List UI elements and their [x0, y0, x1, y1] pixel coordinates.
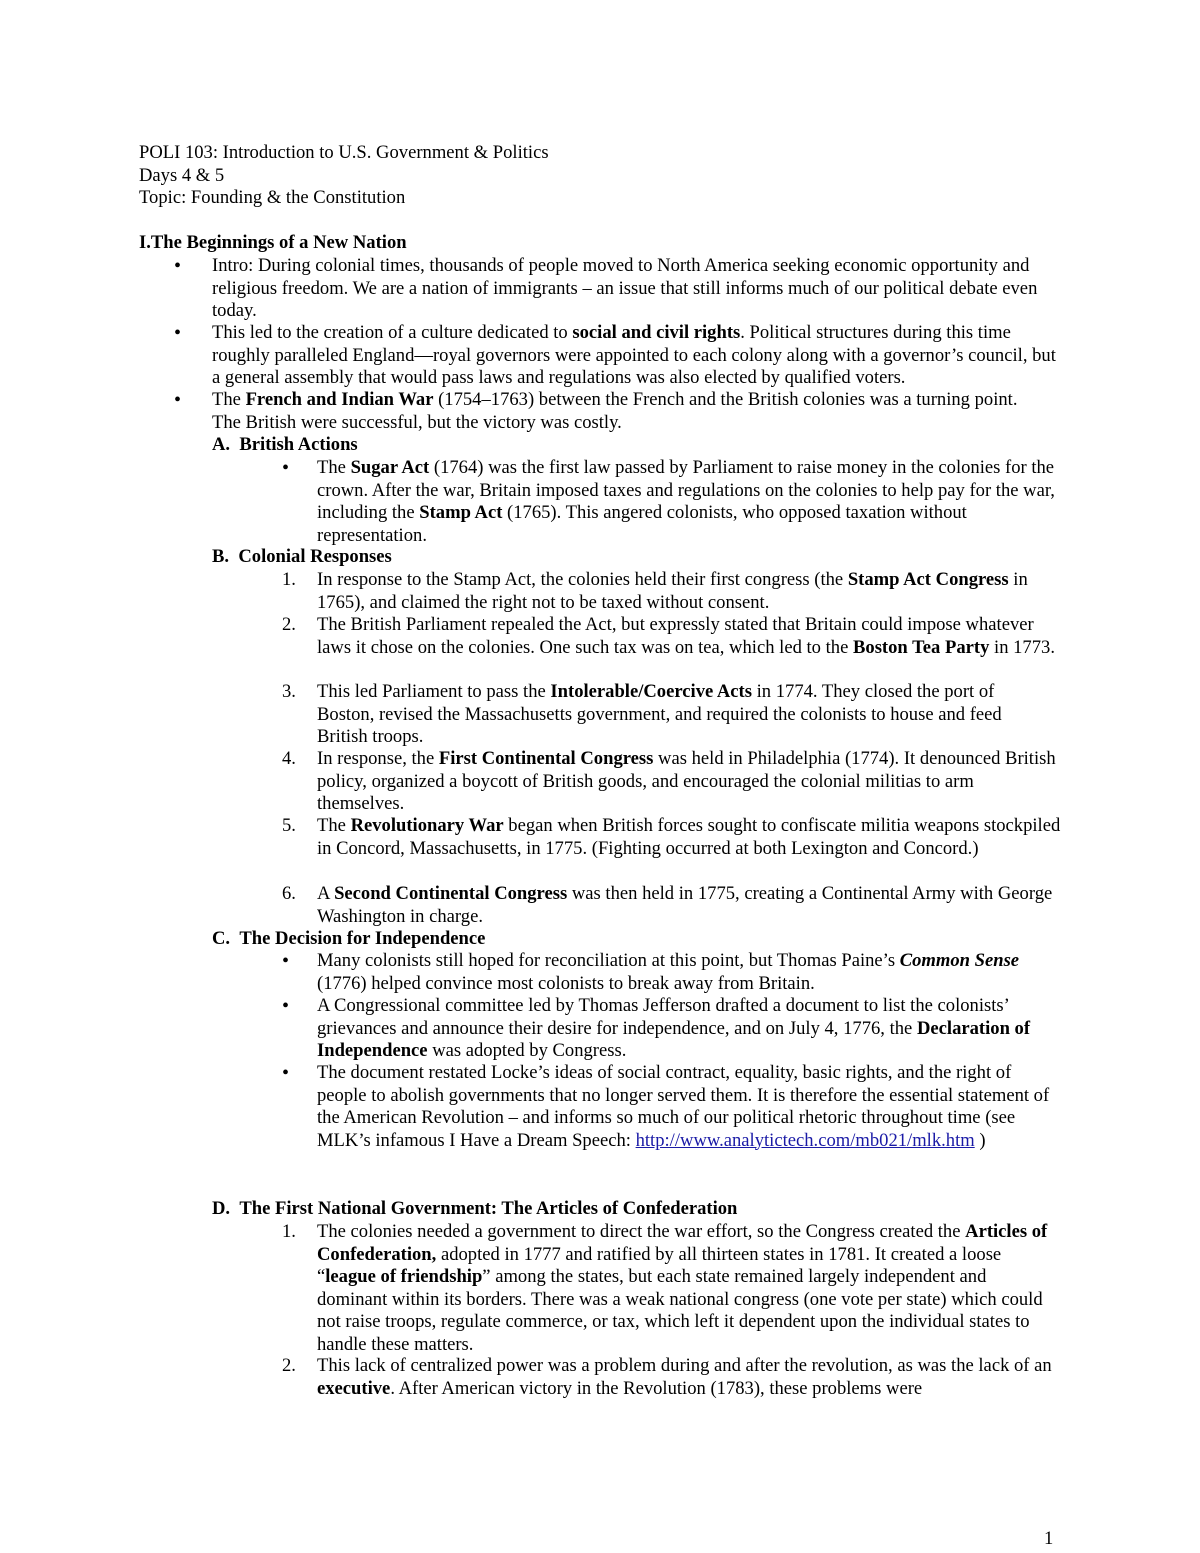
section-title: The Beginnings of a New Nation	[150, 232, 407, 253]
item-bold-term: Stamp Act Congress	[847, 569, 1009, 590]
list-item	[317, 950, 1062, 995]
item-text: was then held in 1775, creating a Continental Army with George Washington in charge.	[317, 883, 1053, 927]
item-text: Intro: During colonial times, thousands of people moved to North America seeking economic opportunity and religious freedom. We are a nation of immigrants – an issue that still informs much of our political debate even today.	[212, 255, 1038, 321]
item-text: was adopted by Congress.	[427, 1040, 627, 1061]
item-text: began when British forces sought to confiscate militia weapons stockpiled in Concord, Massachusetts, in 1775. (Fighting occurred at both Lexington and Concord.)	[317, 815, 1061, 859]
subsection-letter: A.	[212, 434, 231, 455]
list-number: 2.	[282, 614, 296, 635]
subsection-heading	[212, 1198, 737, 1221]
bullet-icon: •	[282, 995, 290, 1017]
bullet-icon: •	[174, 322, 182, 344]
list-item	[317, 1355, 1062, 1400]
document-header	[139, 142, 549, 210]
list-item	[212, 322, 1062, 390]
item-text: The	[212, 389, 246, 410]
list-number: 2.	[282, 1355, 296, 1376]
item-bold-term: Revolutionary War	[350, 815, 504, 836]
list-number: 1.	[282, 569, 296, 590]
list-item	[317, 569, 1062, 614]
item-text: In response to the Stamp Act, the colonies held their first congress (the	[317, 569, 848, 590]
page-number: 1	[1044, 1528, 1054, 1549]
bullet-icon: •	[282, 1062, 290, 1084]
list-item	[317, 815, 1062, 860]
subsection-heading	[212, 928, 485, 951]
item-text: Many colonists still hoped for reconciliation at this point, but Thomas Paine’s	[317, 950, 900, 971]
subsection-title: The Decision for Independence	[239, 928, 486, 949]
item-text: In response, the	[317, 748, 439, 769]
item-bold-term: French and Indian War	[245, 389, 434, 410]
list-item	[317, 614, 1062, 659]
bullet-icon: •	[174, 255, 182, 277]
item-text: in 1774. They closed the port of Boston, revised the Massachusetts government, and required the colonists to house and feed British troops.	[317, 681, 1002, 747]
item-bold-term: Stamp Act	[419, 502, 503, 523]
item-text: A Congressional committee led by Thomas Jefferson drafted a document to list the colonists’ grievances and announce their desire for independence, and on July 4, 1776, the	[317, 995, 1009, 1039]
item-text: adopted in 1777 and ratified by all thirteen states in 1781. It created a loose “	[317, 1243, 1002, 1287]
subsection-heading	[212, 546, 392, 569]
subsection-title: Colonial Responses	[238, 546, 392, 567]
item-bold-term: Declaration of Independence	[317, 1017, 1031, 1061]
item-text: . After American victory in the Revolution (1783), these problems were	[390, 1377, 923, 1399]
item-text: (1765). This angered colonists, who opposed taxation without representation.	[317, 502, 967, 546]
item-bold-term: Second Continental Congress	[334, 883, 568, 904]
subsection-heading	[212, 434, 358, 457]
item-book-title: Common Sense	[899, 950, 1020, 971]
item-bold-term: Articles of Confederation,	[317, 1221, 1048, 1265]
item-text: This lack of centralized power was a problem during and after the revolution, as was the lack of an	[317, 1355, 1052, 1376]
list-number: 4.	[282, 748, 296, 769]
item-text: This led to the creation of a culture dedicated to	[212, 322, 573, 343]
list-item	[317, 1221, 1057, 1356]
topic-label: Topic: Founding & the Constitution	[139, 187, 406, 209]
bullet-icon: •	[174, 389, 182, 411]
list-number: 1.	[282, 1221, 296, 1242]
list-item	[317, 995, 1062, 1063]
item-text: This led Parliament to pass the	[317, 681, 551, 702]
item-bold-term: Intolerable/Coercive Acts	[550, 681, 752, 702]
item-text: The British Parliament repealed the Act, but expressly stated that Britain could impose whatever laws it chose on the colonies. One such tax was on tea, which led to the	[317, 614, 1034, 658]
item-text: was held in Philadelphia (1774). It denounced British policy, organized a boycott of British goods, and encouraged the colonial militias to arm themselves.	[317, 748, 1056, 814]
item-text: (1754–1763) between the French and the British colonies was a turning point. The British were successful, but the victory was costly.	[212, 389, 1018, 433]
item-text: (1764) was the first law passed by Parliament to raise money in the colonies for the crown. After the war, Britain imposed taxes and regulations on the colonies to help pay for the war, including the	[317, 457, 1055, 523]
list-item	[317, 883, 1062, 928]
item-text: The	[317, 815, 351, 836]
item-bold-term: executive	[317, 1377, 391, 1399]
section-numeral: I.	[139, 232, 151, 253]
item-bold-term: league of friendship	[325, 1266, 483, 1287]
item-text: The	[317, 457, 351, 478]
subsection-letter: D.	[212, 1198, 231, 1219]
item-bold-term: Boston Tea Party	[853, 636, 990, 658]
list-number: 6.	[282, 883, 296, 904]
item-text: )	[974, 1129, 986, 1151]
item-text: in 1765), and claimed the right not to be taxed without consent.	[317, 569, 1028, 613]
list-item	[317, 681, 1052, 749]
item-text: A	[317, 883, 335, 904]
list-item	[212, 255, 1062, 323]
list-number: 5.	[282, 815, 296, 836]
item-text: in 1773.	[989, 636, 1055, 658]
section-heading	[139, 232, 407, 255]
item-text: (1776) helped convince most colonists to break away from Britain.	[317, 972, 815, 994]
list-item	[317, 1062, 1062, 1152]
subsection-title: The First National Government: The Articles of Confederation	[239, 1198, 738, 1219]
subsection-title: British Actions	[239, 434, 358, 455]
item-text: . Political structures during this time roughly paralleled England—royal governors were appointed to each colony along with a governor’s council, but a general assembly that would pass laws and regulations was also elected by qualified voters.	[212, 322, 1056, 388]
bullet-icon: •	[282, 457, 290, 479]
bullet-icon: •	[282, 950, 290, 972]
item-bold-term: social and civil rights	[572, 322, 741, 343]
speech-link[interactable]: http://www.analytictech.com/mb021/mlk.htm	[635, 1129, 975, 1151]
course-title: POLI 103: Introduction to U.S. Government & Politics	[139, 142, 549, 163]
list-item	[317, 748, 1062, 816]
list-number: 3.	[282, 681, 296, 702]
subsection-letter: C.	[212, 928, 231, 949]
days-label: Days 4 & 5	[139, 164, 225, 186]
list-item	[212, 389, 1032, 434]
item-text: The colonies needed a government to direct the war effort, so the Congress created the	[317, 1221, 966, 1242]
subsection-letter: B.	[212, 546, 230, 567]
item-text: The document restated Locke’s ideas of social contract, equality, basic rights, and the right of people to abolish governments that no longer served them. It is therefore the essential statement of the American Revolution – and informs so much of our political rhetoric throughout time (see MLK’s infamous I Have a Dream Speech:	[317, 1062, 1050, 1151]
item-text: ” among the states, but each state remained largely independent and dominant within its borders. There was a weak national congress (one vote per state) which could not raise troops, regulate commerce, or tax, which left it dependent upon the individual states to handle these matters.	[317, 1266, 1043, 1355]
list-item	[317, 457, 1067, 547]
item-bold-term: First Continental Congress	[438, 748, 654, 769]
item-bold-term: Sugar Act	[350, 457, 430, 478]
